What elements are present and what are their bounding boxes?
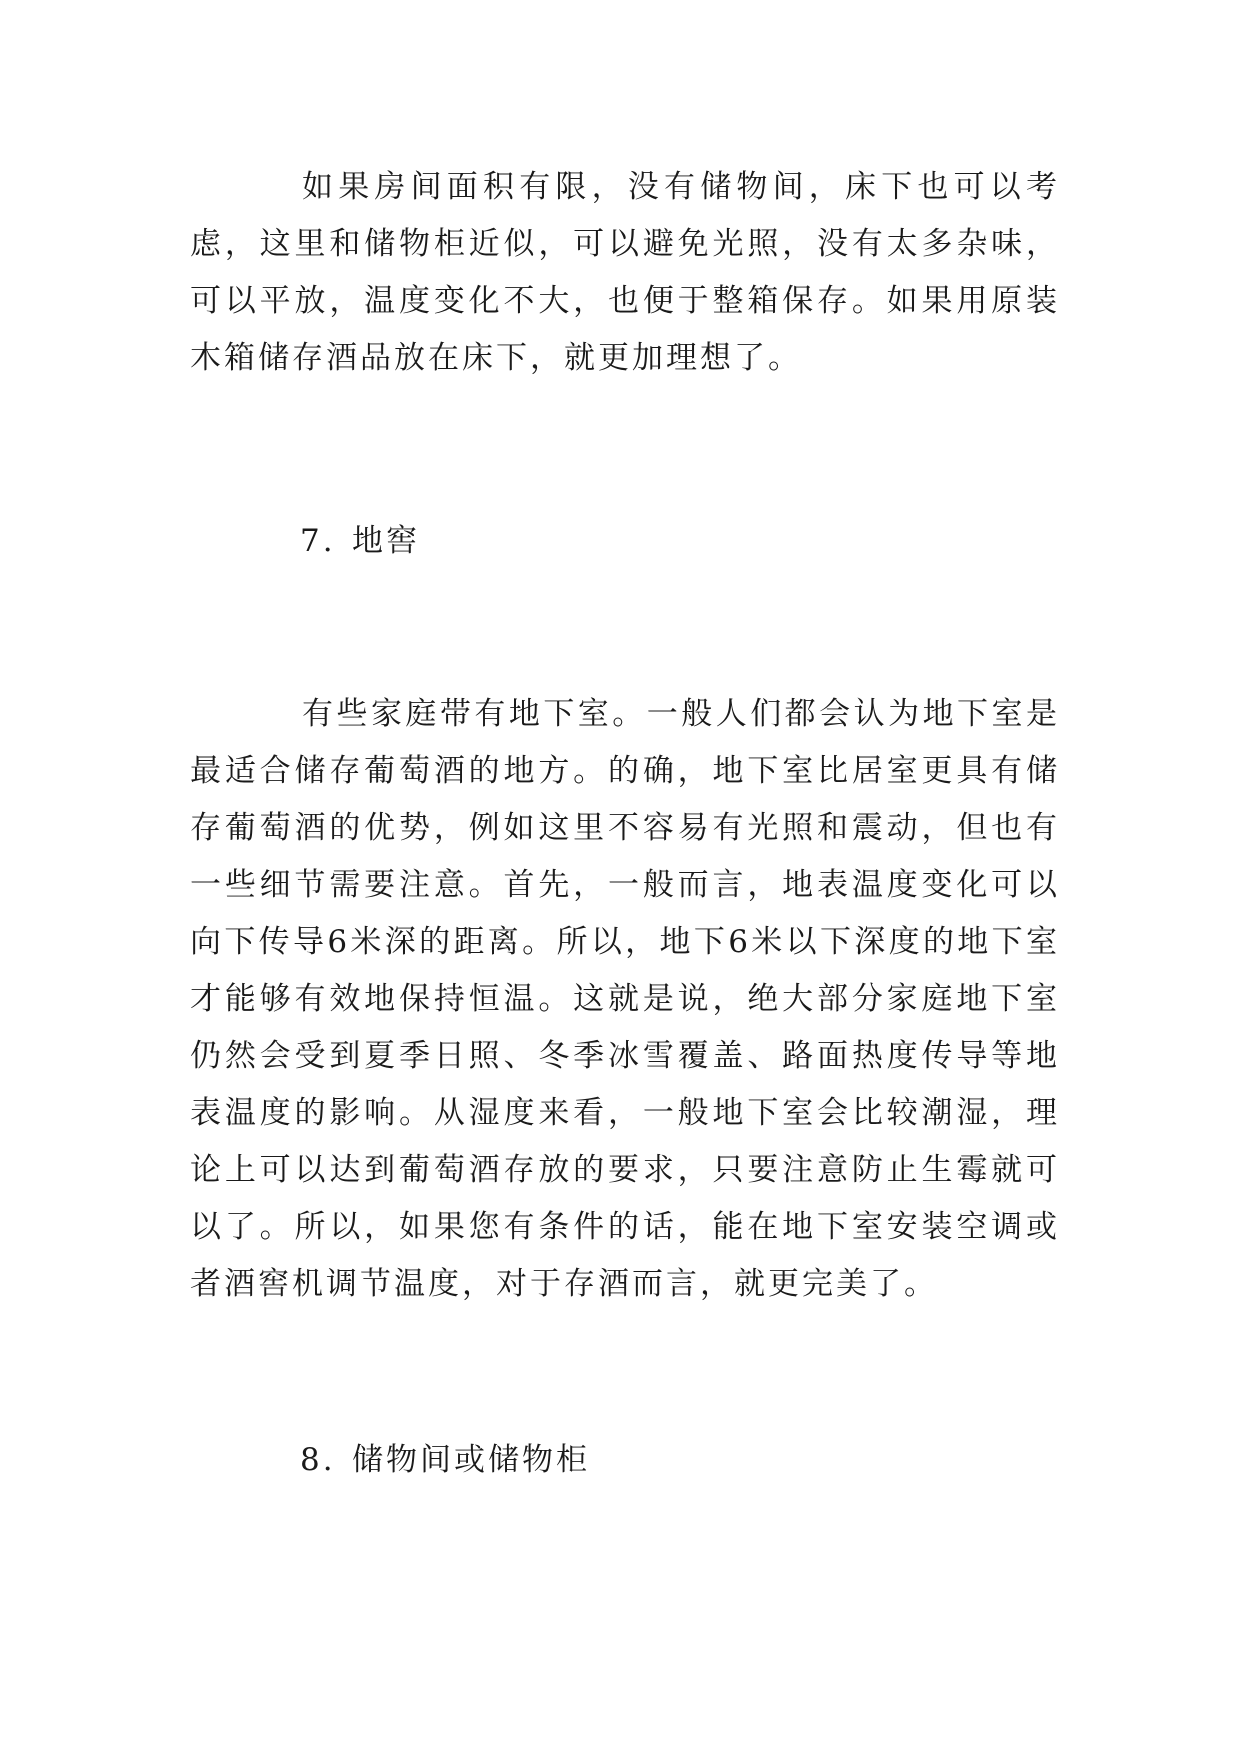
body-paragraph: 有些家庭带有地下室。一般人们都会认为地下室是最适合储存葡萄酒的地方。的确，地下室比居室更具有储存葡萄酒的优势，例如这里不容易有光照和震动，但也有一些细节需要注意。首先，一般而言，地表温度变化可以向下传导6米深的距离。所以，地下6米以下深度的地下室才能够有效地保持恒温。这就是说，绝大部分家庭地下室仍然会受到夏季日照、冬季冰雪覆盖、路面热度传导等地表温度的影响。从湿度来看，一般地下室会比较潮湿，理论上可以达到葡萄酒存放的要求，只要注意防止生霉就可以了。所以，如果您有条件的话，能在地下室安装空调或者酒窖机调节温度，对于存酒而言，就更完美了。 <box>190 696 1060 1302</box>
section-title: 地窖 <box>352 523 420 559</box>
body-paragraph: 如果房间面积有限，没有储物间，床下也可以考虑，这里和储物柜近似，可以避免光照，没有太多杂味，可以平放，温度变化不大，也便于整箱保存。如果用原装木箱储存酒品放在床下，就更加理想了。 <box>190 169 1060 376</box>
section-number: 7. <box>300 523 336 559</box>
section-number: 8. <box>300 1442 336 1478</box>
section-heading-7 <box>300 513 420 570</box>
section-heading-8 <box>300 1432 590 1489</box>
section-title: 储物间或储物柜 <box>352 1442 590 1478</box>
